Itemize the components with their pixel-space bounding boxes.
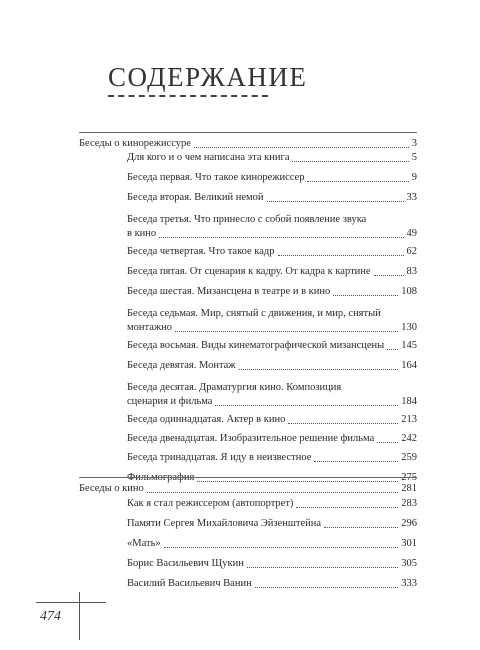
- toc-page: 5: [411, 152, 417, 163]
- toc-item[interactable]: [127, 577, 417, 591]
- title-underline: [108, 95, 268, 97]
- toc-label: Беседа восьмая. Виды кинематографической мизансцены: [127, 340, 385, 351]
- toc-page: 301: [401, 538, 417, 549]
- toc-page: 283: [401, 498, 417, 509]
- leader-dots: [239, 369, 399, 370]
- toc-page: 145: [401, 340, 417, 351]
- toc-item[interactable]: [127, 171, 417, 185]
- crop-mark-horizontal: [36, 602, 106, 603]
- toc-page: 33: [406, 192, 417, 203]
- section-kino: [79, 477, 417, 598]
- toc-label: Беседа тринадцатая. Я иду в неизвестное: [127, 452, 312, 463]
- toc-item-line1[interactable]: Беседа десятая. Драматургия кино. Композиция: [127, 382, 342, 393]
- leader-dots: [292, 161, 408, 162]
- leader-dots: [377, 442, 398, 443]
- toc-label: Фильмография: [127, 472, 195, 483]
- leader-dots: [159, 237, 403, 238]
- toc-item[interactable]: [127, 451, 417, 465]
- leader-dots: [296, 507, 398, 508]
- toc-item-line1[interactable]: Беседа седьмая. Мир, снятый с движения, и мир, снятый: [127, 308, 381, 319]
- leader-dots: [387, 349, 398, 350]
- toc-item[interactable]: [127, 537, 417, 551]
- leader-dots: [307, 181, 408, 182]
- toc-page: 83: [406, 266, 417, 277]
- toc-item[interactable]: [127, 557, 417, 571]
- toc-item-line1[interactable]: Беседа третья. Что принесло с собой появление звука: [127, 214, 367, 225]
- toc-label: Беседа вторая. Великий немой: [127, 192, 264, 203]
- toc-item[interactable]: [127, 339, 417, 353]
- toc-page: 259: [401, 452, 417, 463]
- toc-page: 164: [401, 360, 417, 371]
- leader-dots: [194, 147, 409, 148]
- toc-page: 9: [411, 172, 417, 183]
- leader-dots: [333, 295, 398, 296]
- toc-page: 242: [401, 433, 417, 444]
- toc-page: 3: [411, 138, 417, 149]
- toc-label: Беседа двенадцатая. Изобразительное решение фильма: [127, 433, 375, 444]
- page-number: 474: [40, 609, 61, 624]
- toc-label: Беседы о кинорежиссуре: [79, 138, 191, 149]
- leader-dots: [164, 547, 399, 548]
- leader-dots: [278, 255, 404, 256]
- toc-item[interactable]: [127, 285, 417, 299]
- toc-item[interactable]: [127, 432, 417, 446]
- toc-page: 296: [401, 518, 417, 529]
- leader-dots: [374, 275, 404, 276]
- toc-page: 49: [406, 228, 417, 239]
- toc-heading[interactable]: [79, 482, 417, 496]
- toc-label: Беседа пятая. От сценария к кадру. От кадра к картине: [127, 266, 371, 277]
- toc-page: 213: [401, 414, 417, 425]
- toc-label: Беседа одиннадцатая. Актер в кино: [127, 414, 286, 425]
- toc-page: 130: [401, 322, 417, 333]
- toc-label: Как я стал режиссером (автопортрет): [127, 498, 294, 509]
- leader-dots: [215, 405, 398, 406]
- toc-label: Памяти Сергея Михайловича Эйзенштейна: [127, 518, 322, 529]
- toc-label: Беседы о кино: [79, 483, 144, 494]
- page-title: СОДЕРЖАНИЕ: [108, 62, 308, 92]
- toc-item[interactable]: [127, 395, 417, 409]
- toc-item[interactable]: [127, 245, 417, 259]
- toc-item[interactable]: [127, 413, 417, 427]
- toc-label: Василий Васильевич Ванин: [127, 578, 252, 589]
- toc-label: Беседа девятая. Монтаж: [127, 360, 236, 371]
- leader-dots: [147, 492, 399, 493]
- toc-label: монтажно: [127, 322, 173, 333]
- toc-item[interactable]: [127, 517, 417, 531]
- toc-label: Беседа четвертая. Что такое кадр: [127, 246, 275, 257]
- toc-page: 62: [406, 246, 417, 257]
- toc-label: Беседа шестая. Мизансцена в театре и в кино: [127, 286, 331, 297]
- toc-label: Для кого и о чем написана эта книга: [127, 152, 290, 163]
- toc-item[interactable]: [127, 497, 417, 511]
- leader-dots: [247, 567, 398, 568]
- crop-mark-vertical: [79, 592, 80, 640]
- toc-label: Борис Васильевич Щукин: [127, 558, 244, 569]
- toc-item[interactable]: [127, 151, 417, 165]
- toc-item[interactable]: [127, 359, 417, 373]
- toc-label: Беседа первая. Что такое кинорежиссер: [127, 172, 305, 183]
- toc-item[interactable]: [127, 265, 417, 279]
- section-kinorezhissura: [79, 132, 417, 483]
- leader-dots: [175, 331, 398, 332]
- leader-dots: [255, 587, 399, 588]
- toc-item[interactable]: [127, 227, 417, 241]
- toc-page: 184: [401, 396, 417, 407]
- toc-page: 281: [401, 483, 417, 494]
- toc-item[interactable]: [127, 321, 417, 335]
- toc-item[interactable]: [127, 191, 417, 205]
- leader-dots: [314, 461, 398, 462]
- leader-dots: [267, 201, 404, 202]
- toc-label: в кино: [127, 228, 157, 239]
- toc-heading[interactable]: [79, 137, 417, 151]
- toc-page: 275: [401, 472, 417, 483]
- toc-page: 108: [401, 286, 417, 297]
- leader-dots: [324, 527, 398, 528]
- toc-page: 333: [401, 578, 417, 589]
- toc-label: сценария и фильма: [127, 396, 213, 407]
- toc-page: 305: [401, 558, 417, 569]
- toc-label: «Мать»: [127, 538, 161, 549]
- leader-dots: [288, 423, 398, 424]
